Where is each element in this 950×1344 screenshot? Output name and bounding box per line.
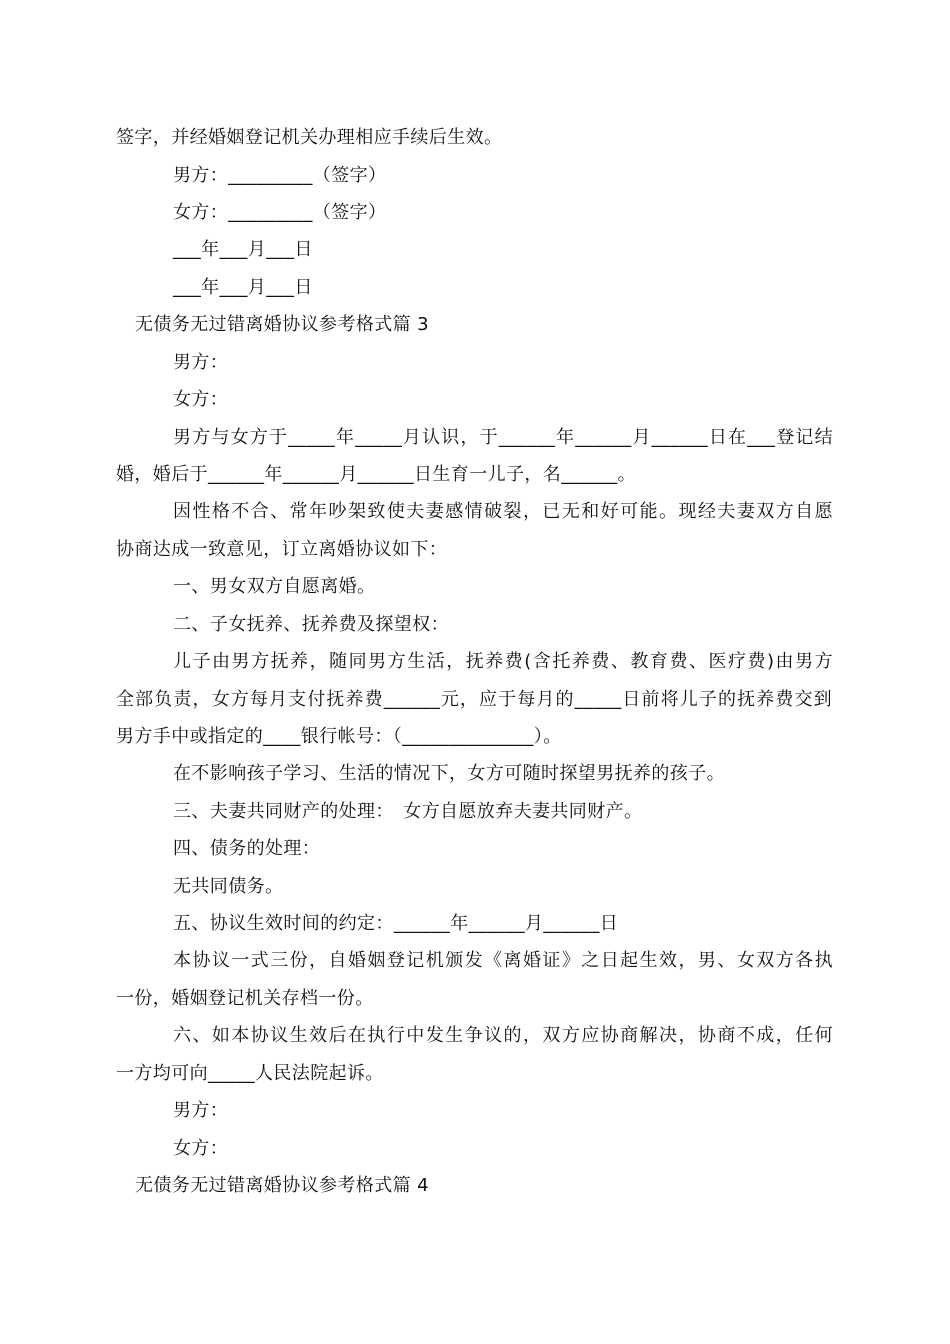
- clause-2-line-1: 儿子由男方抚养，随同男方生活，抚养费(含托养费、教育费、医疗费)由男方: [173, 651, 833, 672]
- copies-line-1: 本协议一式三份，自婚姻登记机颁发《离婚证》之日起生效，男、女双方各执: [173, 950, 833, 971]
- text-line-husband: 男方：: [173, 352, 229, 373]
- text-line-wife-end: 女方：: [173, 1138, 229, 1159]
- text-line-date-1: ___年___月___日: [173, 239, 313, 260]
- clause-1: 一、男女双方自愿离婚。: [173, 576, 376, 597]
- clause-2-heading: 二、子女抚养、抚养费及探望权：: [173, 614, 449, 635]
- paragraph-marriage-info-line-2: 婚，婚后于______年______月______日生育一儿子，名______。: [116, 464, 636, 485]
- paragraph-marriage-info-line-1: 男方与女方于_____年_____月认识，于______年______月______日在___登记结: [173, 427, 833, 448]
- clause-4-heading: 四、债务的处理：: [173, 838, 321, 859]
- clause-2-line-2: 全部负责，女方每月支付抚养费______元，应于每月的_____日前将儿子的抚养费交到: [116, 689, 832, 710]
- text-line-husband-end: 男方：: [173, 1100, 229, 1121]
- text-line-wife-signature: 女方：_________（签字）: [173, 202, 387, 223]
- clause-6-line-1: 六、如本协议生效后在执行中发生争议的，双方应协商解决，协商不成，任何: [173, 1025, 833, 1046]
- section-heading-3: 无债务无过错离婚协议参考格式篇 3: [135, 314, 429, 335]
- text-line-signing-effective: 签字，并经婚姻登记机关办理相应手续后生效。: [116, 127, 503, 148]
- clause-3: 三、夫妻共同财产的处理： 女方自愿放弃夫妻共同财产。: [173, 801, 643, 822]
- text-line-husband-signature: 男方：_________（签字）: [173, 165, 387, 186]
- section-heading-4: 无债务无过错离婚协议参考格式篇 4: [135, 1175, 429, 1196]
- clause-5: 五、协议生效时间的约定：______年______月______日: [173, 913, 619, 934]
- clause-2-visitation: 在不影响孩子学习、生活的情况下，女方可随时探望男抚养的孩子。: [173, 763, 725, 784]
- text-line-date-2: ___年___月___日: [173, 277, 313, 298]
- text-line-wife: 女方：: [173, 389, 229, 410]
- copies-line-2: 一份，婚姻登记机关存档一份。: [116, 988, 374, 1009]
- paragraph-reason-line-1: 因性格不合、常年吵架致使夫妻感情破裂，已无和好可能。现经夫妻双方自愿: [173, 501, 833, 522]
- clause-2-line-3: 男方手中或指定的____银行帐号：（______________）。: [116, 726, 562, 747]
- clause-6-line-2: 一方均可向_____人民法院起诉。: [116, 1063, 384, 1084]
- paragraph-reason-line-2: 协商达成一致意见，订立离婚协议如下：: [116, 539, 448, 560]
- clause-4-body: 无共同债务。: [173, 876, 284, 897]
